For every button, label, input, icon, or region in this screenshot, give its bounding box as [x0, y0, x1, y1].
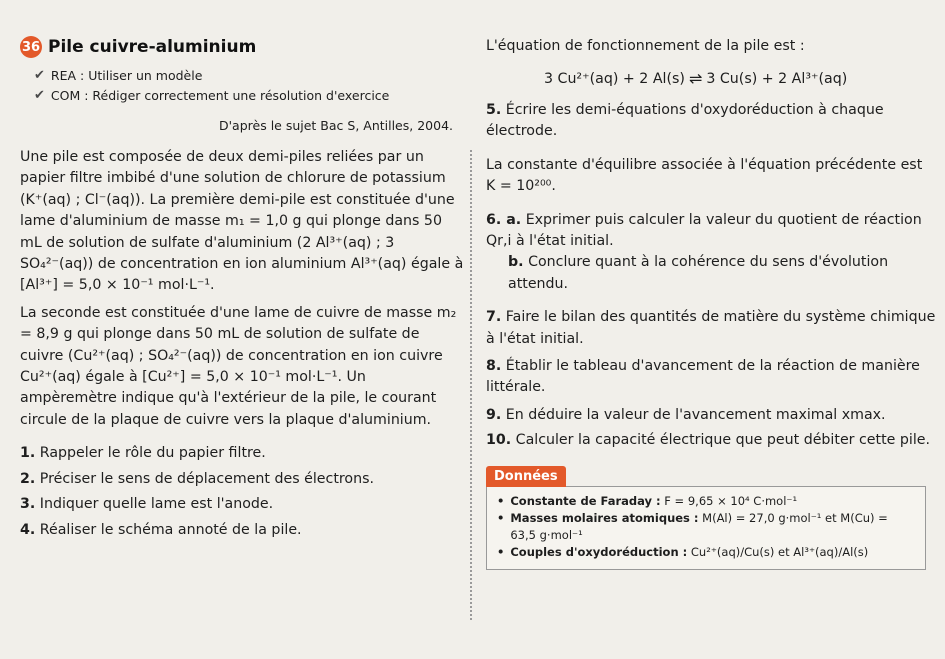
question-number: 4. — [20, 521, 36, 538]
equation-reactants: 3 Cu²⁺(aq) + 2 Al(s) — [544, 70, 685, 87]
question-number: 9. — [486, 406, 502, 423]
bullet-icon: • — [497, 544, 505, 559]
reaction-equation — [544, 69, 936, 88]
skill-tag-label: REA : Utiliser un modèle — [50, 68, 203, 83]
equation-intro: L'équation de fonctionnement de la pile est : — [486, 38, 805, 54]
question-text: Exprimer puis calculer la valeur du quotient de réaction Qr,i à l'état initial. — [486, 211, 922, 250]
donnees-item — [497, 493, 917, 510]
question-1 — [20, 443, 465, 464]
donnees-value: F = 9,65 × 10⁴ C·mol⁻¹ — [664, 493, 798, 508]
statement-paragraph-1: Une pile est composée de deux demi-piles reliées par un papier filtre imbibé d'une solution de chlorure de potassium (K⁺(aq) ; Cl⁻(aq)). La première demi-pile est constituée d'une lame d'aluminium de masse m₁ = 1,0 g qui plonge dans 50 mL de solution de sulfate d'aluminium (2 Al³⁺(aq) ; 3 SO₄²⁻(aq)) de concentration en ion aluminium Al³⁺(aq) égale à [Al³⁺] = 5,0 × 10⁻¹ mol·L⁻¹. — [20, 149, 464, 294]
skill-tag — [34, 86, 465, 106]
question-text: Conclure quant à la cohérence du sens d'évolution attendu. — [508, 254, 889, 292]
question-2 — [20, 469, 465, 490]
question-text: Indiquer quelle lame est l'anode. — [39, 496, 274, 513]
exercise-header — [20, 36, 465, 58]
question-text: Écrire les demi-équations d'oxydoréduction à chaque électrode. — [486, 102, 884, 140]
checkmark-icon: ✔ — [34, 88, 45, 103]
equation-products: 3 Cu(s) + 2 Al³⁺(aq) — [706, 70, 848, 87]
donnees-label: Couples d'oxydoréduction : — [510, 544, 688, 559]
donnees-item — [497, 544, 917, 561]
checkmark-icon: ✔ — [34, 68, 45, 83]
column-divider — [470, 150, 472, 620]
question-5 — [486, 100, 936, 143]
question-text: Établir le tableau d'avancement de la réaction de manière littérale. — [486, 358, 920, 396]
donnees-box — [486, 486, 926, 570]
donnees-tab: Données — [486, 466, 566, 487]
left-questions — [20, 443, 465, 541]
skill-tag-label: COM : Rédiger correctement une résolution d'exercice — [50, 88, 390, 103]
question-text: Faire le bilan des quantités de matière du système chimique à l'état initial. — [486, 309, 936, 347]
question-7 — [486, 307, 936, 350]
bullet-icon: • — [497, 510, 505, 525]
question-4 — [20, 520, 465, 541]
question-number: 5. — [486, 102, 502, 118]
donnees-value: M(Al) = 27,0 g·mol⁻¹ et M(Cu) = 63,5 g·mol⁻¹ — [510, 510, 888, 542]
question-number: 7. — [486, 309, 502, 326]
question-text: Préciser le sens de déplacement des électrons. — [39, 470, 374, 487]
question-9 — [486, 405, 936, 426]
exercise-title: Pile cuivre-aluminium — [48, 37, 257, 57]
skill-tag — [34, 66, 465, 86]
equilibrium-arrow-icon: ⇌ — [688, 69, 703, 88]
question-number: 10. — [486, 432, 512, 449]
question-6a — [486, 210, 936, 296]
donnees-label: Constante de Faraday : — [510, 493, 661, 508]
exercise-number-badge: 36 — [20, 36, 42, 58]
right-column — [486, 36, 936, 570]
question-text: Rappeler le rôle du papier filtre. — [39, 445, 266, 462]
question-3 — [20, 494, 465, 515]
question-text: Réaliser le schéma annoté de la pile. — [39, 521, 302, 538]
question-number: 3. — [20, 496, 36, 513]
question-text: En déduire la valeur de l'avancement maximal xmax. — [505, 406, 886, 423]
question-8 — [486, 356, 936, 399]
bullet-icon: • — [497, 493, 505, 508]
question-number: 6. a. — [486, 211, 522, 228]
donnees-label: Masses molaires atomiques : — [510, 510, 699, 525]
donnees-value: Cu²⁺(aq)/Cu(s) et Al³⁺(aq)/Al(s) — [690, 544, 869, 559]
question-number: b. — [508, 254, 524, 271]
question-text: Calculer la capacité électrique que peut débiter cette pile. — [515, 432, 931, 449]
question-number: 8. — [486, 358, 502, 375]
question-10 — [486, 430, 936, 451]
statement-paragraph-2: La seconde est constituée d'une lame de cuivre de masse m₂ = 8,9 g qui plonge dans 50 mL de solution de sulfate de cuivre (Cu²⁺(aq) ; SO₄²⁻(aq)) de concentration en ion cuivre Cu²⁺(aq) égale à [Cu²⁺] = 5,0 × 10⁻¹ mol·L⁻¹. Un ampèremètre indique qu'à l'extérieur de la pile, le courant circule de la plaque de cuivre vers la plaque d'aluminium. — [20, 304, 457, 428]
source-reference: D'après le sujet Bac S, Antilles, 2004. — [219, 118, 453, 133]
skill-tags — [34, 66, 465, 106]
question-number: 1. — [20, 445, 36, 462]
equilibrium-constant-statement: La constante d'équilibre associée à l'équation précédente est K = 10²⁰⁰. — [486, 156, 923, 195]
question-6b — [486, 252, 936, 295]
question-number: 2. — [20, 470, 36, 487]
donnees-item — [497, 510, 917, 544]
left-column — [20, 36, 465, 545]
